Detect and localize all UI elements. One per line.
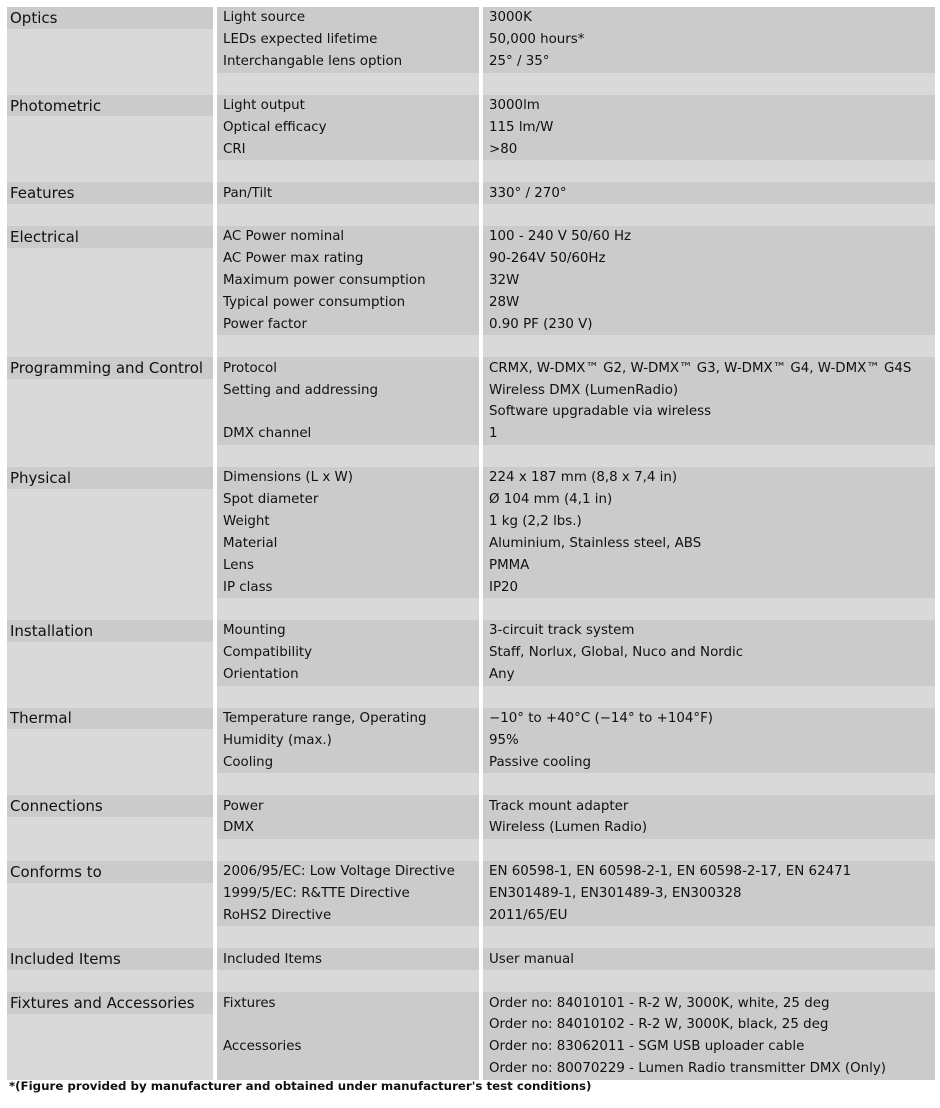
table-row <box>7 248 935 270</box>
section-title-cell <box>7 729 213 751</box>
spec-label: Light source <box>223 10 306 26</box>
table-row <box>7 905 935 927</box>
spec-label: Optical efficacy <box>223 119 327 135</box>
spec-label: LEDs expected lifetime <box>223 32 378 48</box>
table-row <box>7 664 935 686</box>
section-title-cell <box>7 270 213 292</box>
spacer-cell <box>483 686 935 708</box>
spacer-cell <box>7 160 213 182</box>
table-row <box>7 532 935 554</box>
table-row <box>7 620 935 642</box>
spacer-cell <box>7 445 213 467</box>
spec-label: Setting and addressing <box>223 382 378 398</box>
spec-value: PMMA <box>489 557 530 573</box>
spacer-row <box>7 445 935 467</box>
spec-value: Order no: 83062011 - SGM USB uploader cable <box>489 1039 805 1055</box>
spec-label: Orientation <box>223 667 299 683</box>
spec-label: Material <box>223 535 278 551</box>
spec-section <box>7 708 935 796</box>
section-title: Installation <box>10 621 94 640</box>
spec-section <box>7 948 935 992</box>
spacer-cell <box>483 926 935 948</box>
section-title-cell <box>7 313 213 335</box>
section-title-cell <box>7 1036 213 1058</box>
spec-value: 90-264V 50/60Hz <box>489 251 606 267</box>
spacer-cell <box>483 160 935 182</box>
spec-value: −10° to +40°C (−14° to +104°F) <box>489 710 714 726</box>
spec-value: >80 <box>489 141 518 157</box>
table-row <box>7 467 935 489</box>
spec-value: Order no: 84010101 - R-2 W, 3000K, white, 25 deg <box>489 995 830 1011</box>
section-title: Conforms to <box>10 862 102 881</box>
table-row <box>7 1058 935 1080</box>
spec-label <box>217 1014 479 1036</box>
spacer-row <box>7 926 935 948</box>
table-row <box>7 751 935 773</box>
spec-label: AC Power max rating <box>223 251 364 267</box>
table-row <box>7 510 935 532</box>
footnote: *(Figure provided by manufacturer and obtained under manufacturer's test conditions) <box>9 1079 592 1093</box>
section-title: Programming and Control <box>10 359 204 378</box>
spec-label <box>217 401 479 423</box>
spacer-cell <box>217 598 479 620</box>
spacer-cell <box>483 970 935 992</box>
spec-label: Spot diameter <box>223 492 319 508</box>
spacer-row <box>7 160 935 182</box>
section-title-cell <box>7 1014 213 1036</box>
section-title-cell <box>7 751 213 773</box>
spec-label: Weight <box>223 513 270 529</box>
spacer-cell <box>483 204 935 226</box>
spec-value: Staff, Norlux, Global, Nuco and Nordic <box>489 645 744 661</box>
section-title-cell <box>7 1058 213 1080</box>
spec-value: EN301489-1, EN301489-3, EN300328 <box>489 886 742 902</box>
section-title-cell <box>7 905 213 927</box>
spec-label: DMX channel <box>223 426 312 442</box>
spacer-cell <box>483 73 935 95</box>
section-title: Photometric <box>10 96 102 115</box>
spec-value: Wireless (Lumen Radio) <box>489 820 648 836</box>
section-title-cell <box>7 883 213 905</box>
table-row <box>7 226 935 248</box>
spacer-row <box>7 598 935 620</box>
spacer-cell <box>483 598 935 620</box>
section-title-cell <box>7 817 213 839</box>
table-row <box>7 51 935 73</box>
spec-section <box>7 620 935 708</box>
section-title: Electrical <box>10 227 79 246</box>
spec-value: Ø 104 mm (4,1 in) <box>489 492 613 508</box>
spec-value: 28W <box>489 295 520 311</box>
section-title: Included Items <box>10 950 121 969</box>
spec-value: Order no: 84010102 - R-2 W, 3000K, black, 25 deg <box>489 1017 829 1033</box>
spec-value: Aluminium, Stainless steel, ABS <box>489 535 702 551</box>
table-row <box>7 1036 935 1058</box>
table-row <box>7 95 935 117</box>
spec-label: RoHS2 Directive <box>223 907 332 923</box>
spacer-cell <box>483 445 935 467</box>
spacer-cell <box>7 686 213 708</box>
spec-section <box>7 7 935 95</box>
spec-table <box>7 7 935 1080</box>
spec-value: 115 lm/W <box>489 119 554 135</box>
spacer-cell <box>7 970 213 992</box>
table-row <box>7 138 935 160</box>
spec-value: IP20 <box>489 579 519 595</box>
spec-section <box>7 795 935 861</box>
spec-label: Compatibility <box>223 645 313 661</box>
section-title-cell <box>7 510 213 532</box>
spec-label: Lens <box>223 557 254 573</box>
table-row <box>7 883 935 905</box>
spacer-cell <box>217 686 479 708</box>
spec-section <box>7 357 935 466</box>
spacer-cell <box>7 335 213 357</box>
spec-section <box>7 467 935 620</box>
section-title-cell <box>7 423 213 445</box>
table-row <box>7 292 935 314</box>
section-title-cell <box>7 489 213 511</box>
table-row <box>7 576 935 598</box>
spec-label <box>217 1058 479 1080</box>
table-row <box>7 708 935 730</box>
spacer-row <box>7 204 935 226</box>
spec-value: Any <box>489 667 515 683</box>
table-row <box>7 795 935 817</box>
spacer-row <box>7 335 935 357</box>
spec-value: 3000lm <box>489 98 540 113</box>
spec-section <box>7 861 935 949</box>
table-row <box>7 313 935 335</box>
section-title: Thermal <box>10 709 72 728</box>
table-row <box>7 270 935 292</box>
table-row <box>7 7 935 29</box>
section-title-cell <box>7 51 213 73</box>
table-row <box>7 948 935 970</box>
spec-value: 25° / 35° <box>489 54 550 70</box>
spec-section <box>7 226 935 357</box>
section-title-cell <box>7 401 213 423</box>
spacer-cell <box>217 773 479 795</box>
spec-value: EN 60598-1, EN 60598-2-1, EN 60598-2-17, EN 62471 <box>489 864 852 880</box>
spacer-row <box>7 686 935 708</box>
spacer-row <box>7 970 935 992</box>
table-row <box>7 642 935 664</box>
spec-label: 2006/95/EC: Low Voltage Directive <box>223 864 455 880</box>
spec-section <box>7 992 935 1080</box>
spacer-row <box>7 773 935 795</box>
section-title-cell <box>7 138 213 160</box>
table-row <box>7 182 935 204</box>
section-title-cell <box>7 248 213 270</box>
spec-section <box>7 95 935 183</box>
table-row <box>7 554 935 576</box>
spec-value: 224 x 187 mm (8,8 x 7,4 in) <box>489 470 678 486</box>
spec-label: Included Items <box>223 951 322 967</box>
table-row <box>7 357 935 379</box>
spec-value: 3-circuit track system <box>489 623 635 639</box>
section-title-cell <box>7 664 213 686</box>
spacer-cell <box>7 598 213 620</box>
table-row <box>7 423 935 445</box>
spec-label: Dimensions (L x W) <box>223 470 353 486</box>
spec-label: Temperature range, Operating <box>223 710 427 726</box>
section-title-cell <box>7 29 213 51</box>
spacer-cell <box>7 839 213 861</box>
table-row <box>7 489 935 511</box>
table-row <box>7 379 935 401</box>
spec-label: AC Power nominal <box>223 229 345 245</box>
spec-section <box>7 182 935 226</box>
table-row <box>7 401 935 423</box>
section-title: Physical <box>10 468 72 487</box>
spec-value: User manual <box>489 951 574 967</box>
spec-label: Accessories <box>223 1039 302 1055</box>
spacer-cell <box>217 445 479 467</box>
table-row <box>7 29 935 51</box>
spacer-cell <box>217 970 479 992</box>
spec-label: Power <box>223 798 264 814</box>
spec-label: Pan/Tilt <box>223 185 273 201</box>
spec-label: Light output <box>223 98 305 113</box>
table-row <box>7 729 935 751</box>
section-title: Optics <box>10 8 58 27</box>
spec-value: Software upgradable via wireless <box>489 404 712 420</box>
spec-label: IP class <box>223 579 273 595</box>
section-title-cell <box>7 642 213 664</box>
spec-label: CRI <box>223 141 246 157</box>
spacer-cell <box>217 335 479 357</box>
spacer-row <box>7 839 935 861</box>
spec-label: Protocol <box>223 360 277 376</box>
spec-value: 3000K <box>489 10 532 26</box>
section-title-cell <box>7 554 213 576</box>
spacer-cell <box>217 73 479 95</box>
spec-label: Fixtures <box>223 995 276 1011</box>
table-row <box>7 1014 935 1036</box>
spec-value: Order no: 80070229 - Lumen Radio transmitter DMX (Only) <box>489 1061 886 1077</box>
spec-label: Power factor <box>223 316 307 332</box>
spec-label: Cooling <box>223 754 274 770</box>
spacer-cell <box>217 160 479 182</box>
spacer-cell <box>483 839 935 861</box>
spacer-cell <box>7 926 213 948</box>
section-title-cell <box>7 576 213 598</box>
spec-value: 2011/65/EU <box>489 907 568 923</box>
spec-value: 50,000 hours* <box>489 32 585 48</box>
spacer-cell <box>7 73 213 95</box>
spec-value: 0.90 PF (230 V) <box>489 316 593 332</box>
spec-value: Passive cooling <box>489 754 591 770</box>
section-title: Connections <box>10 797 103 815</box>
spacer-row <box>7 73 935 95</box>
spec-label: Typical power consumption <box>223 295 406 311</box>
spec-label: Humidity (max.) <box>223 732 332 748</box>
spec-value: 330° / 270° <box>489 185 567 201</box>
spec-value: 1 kg (2,2 lbs.) <box>489 513 582 529</box>
spec-value: 100 - 240 V 50/60 Hz <box>489 229 632 245</box>
table-row <box>7 861 935 883</box>
section-title: Fixtures and Accessories <box>10 994 195 1013</box>
section-title: Features <box>10 184 75 203</box>
spacer-cell <box>217 839 479 861</box>
section-title-cell <box>7 379 213 401</box>
spec-label: DMX <box>223 820 255 836</box>
table-row <box>7 116 935 138</box>
spacer-cell <box>7 204 213 226</box>
spec-value: 1 <box>489 426 498 442</box>
spec-label: Mounting <box>223 623 286 639</box>
spec-label: 1999/5/EC: R&TTE Directive <box>223 886 410 902</box>
spacer-cell <box>483 335 935 357</box>
spacer-cell <box>217 926 479 948</box>
section-title-cell <box>7 292 213 314</box>
table-row <box>7 992 935 1014</box>
spec-value: Wireless DMX (LumenRadio) <box>489 382 679 398</box>
spec-value: 95% <box>489 732 519 748</box>
table-row <box>7 817 935 839</box>
spec-value: 32W <box>489 273 520 289</box>
section-title-cell <box>7 116 213 138</box>
spacer-cell <box>483 773 935 795</box>
section-title-cell <box>7 532 213 554</box>
spec-label: Interchangable lens option <box>223 54 403 70</box>
spacer-cell <box>7 773 213 795</box>
spec-value: CRMX, W-DMX™ G2, W-DMX™ G3, W-DMX™ G4, W-DMX™ G4S <box>489 360 912 376</box>
spec-label: Maximum power consumption <box>223 273 426 289</box>
spacer-cell <box>217 204 479 226</box>
spec-value: Track mount adapter <box>489 798 629 814</box>
